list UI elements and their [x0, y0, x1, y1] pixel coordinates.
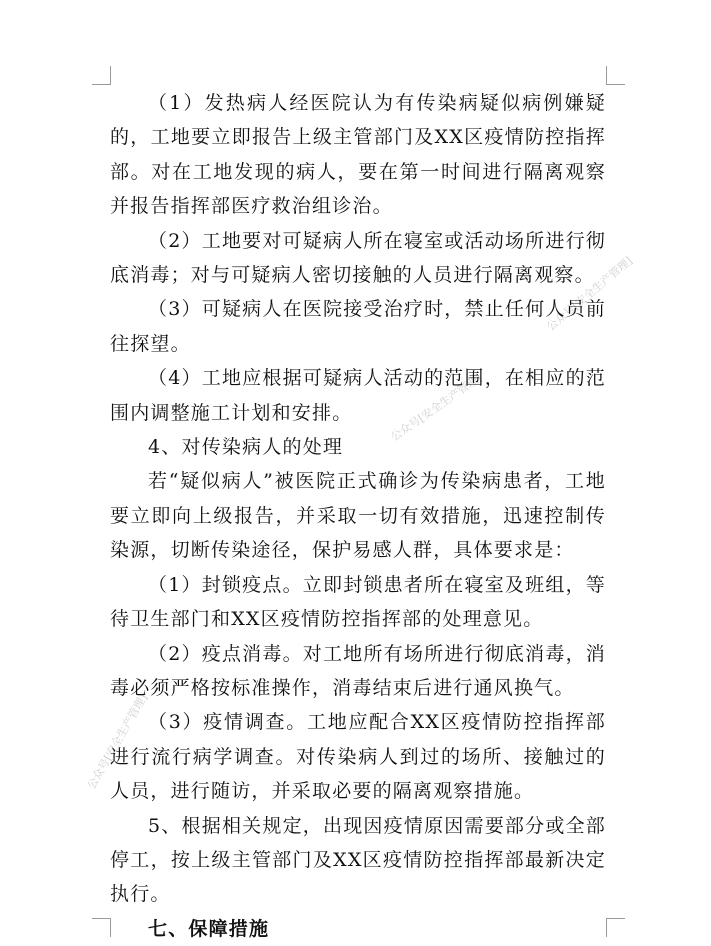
paragraph: （2）疫点消毒。对工地所有场所进行彻底消毒，消毒必须严格按标准操作，消毒结束后进行通风换气。: [110, 642, 606, 699]
paragraph: （3）疫情调查。工地应配合XX区疫情防控指挥部进行流行病学调查。对传染病人到过的场所、接触过的人员，进行随访，并采取必要的隔离观察措施。: [110, 711, 606, 803]
paragraph: （1）封锁疫点。立即封锁患者所在寝室及班组，等待卫生部门和XX区疫情防控指挥部的处理意见。: [110, 573, 606, 631]
document-body: [110, 86, 606, 946]
page-corner-mark-top-left: [92, 66, 111, 85]
paragraph: 5、根据相关规定，出现因疫情原因需要部分或全部停工，按上级主管部门及XX区疫情防控指挥部最新决定执行。: [110, 814, 606, 906]
paragraph: （3）可疑病人在医院接受治疗时，禁止任何人员前往探望。: [110, 298, 606, 355]
subheading: 4、对传染病人的处理: [148, 436, 344, 459]
watermark: 公众号[安全生产管理]: [544, 254, 635, 334]
watermark: 公众号[安全生产管理]: [84, 691, 150, 792]
page-corner-mark-top-right: [606, 66, 625, 85]
paragraph: 若“疑似病人”被医院正式确诊为传染病患者，工地要立即向上级报告，并采取一切有效措施，迅速控制传染源，切断传染途径，保护易感人群，具体要求是：: [110, 470, 606, 562]
watermark: 公众号[安全生产管理]: [388, 371, 485, 444]
page-corner-mark-bottom-left: [92, 918, 111, 937]
page-corner-mark-bottom-right: [606, 918, 625, 937]
paragraph: （1）发热病人经医院认为有传染病疑似病例嫌疑的，工地要立即报告上级主管部门及XX区疫情防控指挥部。对在工地发现的病人，要在第一时间进行隔离观察并报告指挥部医疗救治组诊治。: [110, 92, 606, 218]
paragraph: （4）工地应根据可疑病人活动的范围，在相应的范围内调整施工计划和安排。: [110, 367, 606, 424]
section-heading: 七、保障措施: [148, 917, 270, 940]
paragraph: （2）工地要对可疑病人所在寝室或活动场所进行彻底消毒；对与可疑病人密切接触的人员进行隔离观察。: [110, 229, 606, 287]
